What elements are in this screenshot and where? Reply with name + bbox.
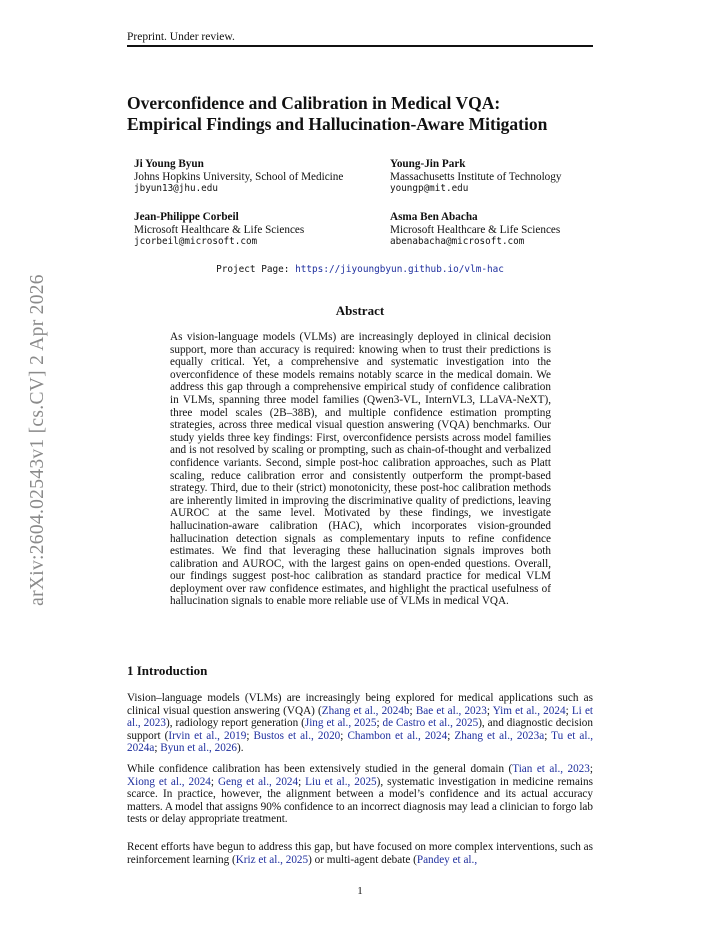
page-number: 1	[357, 885, 363, 897]
paragraph-text: ) or multi-agent debate (	[308, 853, 417, 866]
citation-link[interactable]: Liu et al., 2025	[305, 775, 377, 788]
author-block	[390, 158, 561, 196]
citation-link[interactable]: Byun et al., 2026	[160, 742, 238, 755]
author-block	[134, 211, 304, 249]
title-line-2: Empirical Findings and Hallucination-Aware Mitigation	[127, 113, 548, 134]
project-page	[0, 264, 720, 275]
section-heading-introduction: 1 Introduction	[127, 663, 208, 678]
citation-link[interactable]: Pandey et al.,	[416, 853, 478, 866]
author-email[interactable]: abenabacha@microsoft.com	[390, 236, 525, 248]
citation-link[interactable]: Kriz et al., 2025	[235, 853, 309, 866]
citation-link[interactable]: Chambon et al., 2024	[347, 729, 448, 742]
author-affiliation: Johns Hopkins University, School of Medicine	[134, 170, 344, 183]
citation-link[interactable]: Yim et al., 2024	[492, 704, 566, 717]
citation-link[interactable]: Geng et al., 2024	[217, 775, 299, 788]
intro-paragraph-2	[127, 763, 593, 826]
author-email[interactable]: jcorbeil@microsoft.com	[134, 236, 258, 248]
project-page-label: Project Page:	[216, 264, 296, 275]
citation-link[interactable]: Irvin et al., 2019	[168, 729, 247, 742]
author-name: Ji Young Byun	[134, 158, 204, 170]
author-name: Jean-Philippe Corbeil	[134, 211, 239, 223]
intro-paragraph-1	[127, 692, 593, 755]
citation-link[interactable]: Bustos et al., 2020	[253, 729, 341, 742]
intro-paragraph-3	[127, 841, 593, 866]
citation-separator: ;	[154, 742, 161, 755]
citation-link[interactable]: Xiong et al., 2024	[127, 775, 211, 788]
citation-link[interactable]: Tian et al., 2023	[512, 763, 590, 775]
citation-separator: ;	[376, 717, 383, 730]
author-block	[390, 211, 560, 249]
abstract-text: As vision-language models (VLMs) are increasingly deployed in clinical decision support, more than accuracy is required: knowing when to trust their predictions is equally critical. Yet, a comprehensive and systematic investigation into the overconfidence of these models remains notably scarce in the medical domain. We address this gap through a comprehensive empirical study of confidence calibration in VLMs, spanning three model families (Qwen3-VL, InternVL3, LLaVA-NeXT), three model scales (2B–38B), and multiple confidence estimation prompting strategies, across three medical visual question answering (VQA) benchmarks. Our study yields three key findings: First, overconfidence persists across model families and is not resolved by scaling or prompting, such as chain-of-thought and verbalized confidence variants. Second, simple post-hoc calibration approaches, such as Platt scaling, reduce calibration error and consistently outperform the prompt-based strategy. Third, due to their (strict) monotonicity, these post-hoc calibration methods are inherently limited in improving the discriminative quality of predictions, leaving AUROC at the same level. Motivated by these findings, we investigate hallucination-aware calibration (HAC), which incorporates vision-grounded hallucination detection signals as complementary inputs to refine confidence estimates. We find that leveraging these hallucination signals improves both calibration and AUROC, with the largest gains on open-ended questions. Overall, our findings suggest post-hoc calibration as standard practice for medical VLM deployment over raw confidence estimates, and highlight the practical usefulness of hallucination signals to enable more reliable use of VLMs in medical VQA.	[170, 331, 551, 608]
author-name: Asma Ben Abacha	[390, 211, 478, 223]
citation-separator: ;	[565, 704, 572, 717]
citation-separator: ;	[486, 704, 493, 717]
paragraph-text: While confidence calibration has been extensively studied in the general domain (	[127, 763, 513, 775]
author-email[interactable]: jbyun13@jhu.edu	[134, 183, 218, 195]
citation-separator: ;	[246, 729, 254, 742]
paragraph-text: ).	[237, 742, 244, 755]
paragraph-text: Vision–language models (VLMs) are increasingly being explored for medical applications such as clinical visual question answering (VQA) (	[127, 692, 593, 717]
citation-separator: ;	[447, 729, 455, 742]
citation-link[interactable]: Bae et al., 2023	[415, 704, 487, 717]
citation-link[interactable]: de Castro et al., 2025	[382, 717, 479, 730]
project-page-link[interactable]: https://jiyoungbyun.github.io/vlm-hac	[295, 264, 504, 275]
paragraph-text: Recent efforts have begun to address this gap, but have focused on more complex interventions, such as reinforcement learning (	[127, 841, 593, 866]
paragraph-text: ), systematic investigation in medicine remains scarce. In practice, however, the alignment between a model’s confidence and its actual accuracy matters. A model that assigns 90% confidence to an incorrect diagnosis may lead a clinician to forgo lab tests or delay appropriate treatment.	[127, 775, 593, 826]
abstract-heading: Abstract	[335, 303, 385, 318]
header-rule	[127, 45, 593, 47]
citation-separator: ;	[298, 775, 306, 788]
author-name: Young-Jin Park	[390, 158, 466, 170]
author-email[interactable]: youngp@mit.edu	[390, 183, 469, 195]
title-line-1: Overconfidence and Calibration in Medical VQA:	[127, 93, 501, 113]
citation-separator: ;	[340, 729, 348, 742]
author-block	[134, 158, 343, 196]
paper-title	[127, 93, 607, 134]
paragraph-text: ), and diagnostic decision support (	[127, 717, 593, 742]
author-affiliation: Massachusetts Institute of Technology	[390, 170, 562, 183]
arxiv-stamp: arXiv:2604.02543v1 [cs.CV] 2 Apr 2026	[27, 274, 48, 606]
author-affiliation: Microsoft Healthcare & Life Sciences	[390, 223, 561, 236]
citation-link[interactable]: Jing et al., 2025	[304, 717, 377, 730]
citation-link[interactable]: Zhang et al., 2024b	[321, 704, 410, 717]
author-affiliation: Microsoft Healthcare & Life Sciences	[134, 223, 305, 236]
citation-separator: ;	[409, 704, 416, 717]
citation-separator: ;	[544, 729, 552, 742]
citation-link[interactable]: Li et al., 2023	[127, 704, 594, 730]
citation-link[interactable]: Zhang et al., 2023a	[454, 729, 545, 742]
paragraph-text: ), radiology report generation (	[166, 717, 305, 730]
citation-separator: ;	[589, 763, 593, 775]
running-header: Preprint. Under review.	[127, 31, 235, 43]
citation-link[interactable]: Tu et al., 2024a	[127, 729, 594, 755]
citation-separator: ;	[210, 775, 218, 788]
